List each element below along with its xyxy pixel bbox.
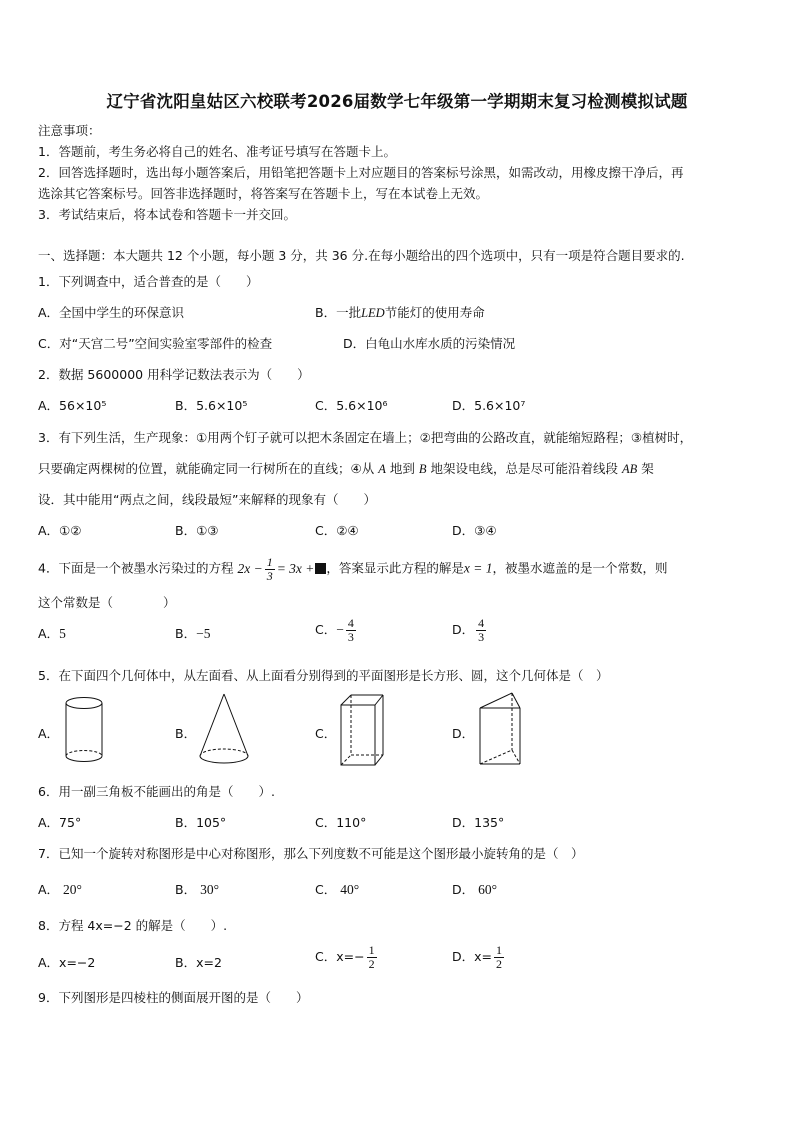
cone-icon bbox=[196, 692, 252, 768]
q2-option-d: D．5.6×10⁷ bbox=[452, 398, 526, 413]
q3-option-d: D．③④ bbox=[452, 523, 497, 538]
q4-option-b: B．−5 bbox=[175, 626, 211, 641]
q3-option-c: C．②④ bbox=[315, 523, 359, 538]
q2-option-c: C．5.6×10⁶ bbox=[315, 398, 388, 413]
q8-option-a: A．x=−2 bbox=[38, 955, 96, 970]
q4-option-c: C．− $\frac{4}{3}$ bbox=[315, 616, 354, 644]
q6-option-a: A．75° bbox=[38, 815, 82, 830]
q4-equation: 2x − $\frac{1}{3}$ = 3x + bbox=[237, 561, 326, 576]
q7-option-b: B． 30° bbox=[175, 882, 219, 897]
q8-option-c: C．x=− $\frac{1}{2}$ bbox=[315, 943, 375, 971]
page-title: 辽宁省沈阳皇姑区六校联考2026届数学七年级第一学期期末复习检测模拟试题 bbox=[106, 92, 688, 111]
q6-option-b: B．105° bbox=[175, 815, 227, 830]
q1-option-c: C．对“天宫二号”空间实验室零部件的检查 bbox=[38, 336, 273, 351]
q7-stem: 7．已知一个旋转对称图形是中心对称图形，那么下列度数不可能是这个图形最小旋转角的是（ ） bbox=[38, 846, 584, 861]
q3-line1: 3．有下列生活，生产现象：①用两个钉子就可以把木条固定在墙上；②把弯曲的公路改直，就能缩短路程；③植树时， bbox=[38, 430, 693, 445]
q5-option-a: A． bbox=[38, 726, 60, 741]
q2-stem: 2．数据 5600000 用科学记数法表示为（ ） bbox=[38, 367, 310, 382]
q4-option-a: A．5 bbox=[38, 626, 66, 641]
q9-stem: 9．下列图形是四棱柱的侧面展开图的是（ ） bbox=[38, 990, 309, 1005]
q1-option-b: B．一批LED节能灯的使用寿命 bbox=[315, 305, 485, 320]
q2-option-a: A．56×10⁵ bbox=[38, 398, 107, 413]
q3-option-a: A．①② bbox=[38, 523, 82, 538]
q7-option-a: A． 20° bbox=[38, 882, 82, 897]
note-2-line1: 2．回答选择题时，选出每小题答案后，用铅笔把答题卡上对应题目的答案标号涂黑，如需改动，用橡皮擦干净后，再 bbox=[38, 165, 684, 180]
q4-option-d: D． $\frac{4}{3}$ bbox=[452, 616, 485, 644]
q6-stem: 6．用一副三角板不能画出的角是（ ）. bbox=[38, 784, 275, 799]
q5-stem: 5．在下面四个几何体中，从左面看、从上面看分别得到的平面图形是长方形、圆，这个几何体是（ ） bbox=[38, 668, 609, 683]
q1-option-d: D．白龟山水库水质的污染情况 bbox=[343, 336, 516, 351]
section-heading: 一、选择题：本大题共 12 个小题，每小题 3 分，共 36 分.在每小题给出的四个选项中，只有一项是符合题目要求的. bbox=[38, 248, 685, 263]
q6-option-c: C．110° bbox=[315, 815, 367, 830]
note-2-line2: 选涂其它答案标号。回答非选择题时，将答案写在答题卡上，写在本试卷上无效。 bbox=[38, 186, 489, 201]
q6-option-d: D．135° bbox=[452, 815, 505, 830]
triangular-prism-icon bbox=[476, 690, 526, 768]
q5-option-d: D． bbox=[452, 726, 475, 741]
q8-option-b: B．x=2 bbox=[175, 955, 222, 970]
q4-line2: 这个常数是（ ） bbox=[38, 595, 176, 610]
q8-option-d: D．x= $\frac{1}{2}$ bbox=[452, 943, 502, 971]
q8-stem: 8．方程 4x=−2 的解是（ ）. bbox=[38, 918, 228, 933]
q3-line2: 只要确定两棵树的位置，就能确定同一行树所在的直线；④从 A 地到 B 地架设电线，总是尽可能沿着线段 AB 架 bbox=[38, 461, 654, 476]
note-3: 3．考试结束后，将本试卷和答题卡一并交回。 bbox=[38, 207, 296, 222]
q3-option-b: B．①③ bbox=[175, 523, 219, 538]
q5-option-b: B． bbox=[175, 726, 197, 741]
q2-option-b: B．5.6×10⁵ bbox=[175, 398, 248, 413]
q7-option-d: D． 60° bbox=[452, 882, 498, 897]
q1-option-a: A．全国中学生的环保意识 bbox=[38, 305, 185, 320]
q3-line3: 设．其中能用“两点之间，线段最短”来解释的现象有（ ） bbox=[38, 492, 376, 507]
note-1: 1．答题前，考生务必将自己的姓名、准考证号填写在答题卡上。 bbox=[38, 144, 396, 159]
q4-stem: 4．下面是一个被墨水污染过的方程 2x − $\frac{1}{3}$ = 3x + ，答案显示此方程的解是x = 1，被墨水遮盖的是一个常数，则 bbox=[38, 555, 668, 583]
q7-option-c: C． 40° bbox=[315, 882, 360, 897]
notes-heading: 注意事项： bbox=[38, 123, 101, 138]
ink-blot-icon bbox=[315, 563, 326, 574]
q5-option-c: C． bbox=[315, 726, 337, 741]
rectangular-prism-icon bbox=[337, 693, 387, 769]
cylinder-icon bbox=[62, 696, 106, 766]
q1-stem: 1．下列调查中，适合普查的是（ ） bbox=[38, 274, 259, 289]
